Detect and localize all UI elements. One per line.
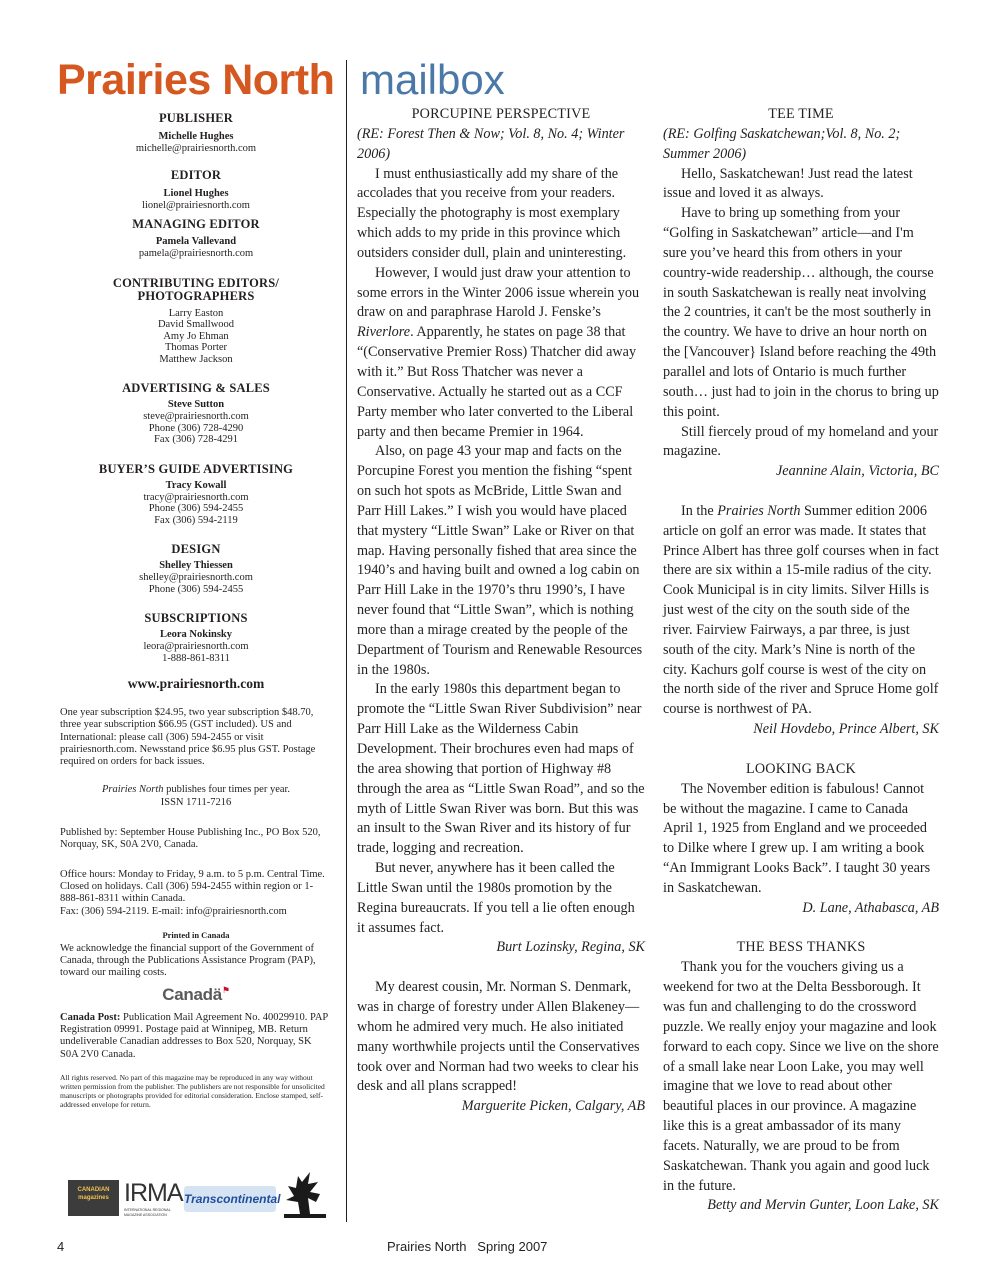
letter-reference: (RE: Golfing Saskatchewan;Vol. 8, No. 2; Summer 2006) [663,125,901,162]
affiliation-logos [68,1168,330,1220]
rights-notice: All rights reserved. No part of this magazine may be reproduced in any way without written permission from the publisher. The publishers are not responsible for unsolicited manuscripts or photographs provided for editorial consideration. Enclose stamped, self-addressed envelope for return. [60,1072,325,1109]
paragraph-text: Summer edition 2006 article on golf an error was made. It states that Prince Albert has three golf courses when in fact there are six within a 15-mile radius of the city. Cook Municipal is in city limits. Silver Hills is just west of the city on the south side of the river. Fairview Fairways, a par three, is just south of the city. Mark’s Nine is north of the city. Kachurs golf course is west of the city on the north side of the river and Spruce Home golf course is northwest of PA. [663,502,939,718]
managing-editor-block [60,218,332,260]
book-title: Riverlore [357,324,411,341]
staff-name: Pamela Vallevand [155,236,237,247]
staff-name: Lionel Hughes [163,187,229,199]
letter-paragraph: In the early 1980s this department began to promote the “Little Swan River Subdivision” near Parr Hill Lake as the Wilderness Cabin Development. Their brochures even had maps of the area showing that portion of Highway #8 through the area as “Little Swan Road”, and so the myth of Little Swan River was born. But this was an insult to the Swan River and its history of fur trade, logging and recreation. [357,681,645,857]
role-heading: PHOTOGRAPHERS [137,288,255,303]
editor-block [60,169,332,212]
frequency-text: publishes four times per year. [163,784,291,796]
role-heading: ADVERTISING & SALES [122,381,270,395]
staff-phone: Phone (306) 728-4290 [148,422,244,434]
letter-paragraph: But never, anywhere has it been called the Little Swan until the 1980s promotion by the Regina bureaucrats. If you tell a lie often enough it assumes fact. [357,860,635,936]
letter-paragraph [663,502,939,720]
spacer [663,740,939,760]
letter-paragraph: The November edition is fabulous! Cannot be without the magazine. I came to Canada April 1, 1925 from England and we proceeded to Dilke where I grew up. I am writing a book “An Immigrant Looks Back”. I taught 30 years in Saskatchewan. [663,780,931,896]
staff-email: leora@prairiesnorth.com [143,641,249,652]
role-heading: EDITOR [170,167,222,182]
footer-publication: Prairies North Spring 2007 [387,1239,548,1254]
advertising-block [60,382,332,446]
office-hours: Office hours: Monday to Friday, 9 a.m. to 5 p.m. Central Time. Closed on holidays. Call (306) 594-2455 within region or 1-888-861-8311 within Canada. [60,868,325,905]
staff-name: Steve Sutton [167,399,225,410]
publisher-block [60,112,332,155]
design-block [60,543,332,595]
letter-signature: D. Lane, Athabasca, AB [802,899,939,916]
staff-name: Michelle Hughes [158,131,234,142]
role-heading: CONTRIBUTING EDITORS/ [112,275,280,290]
staff-email: tracy@prairiesnorth.com [143,491,249,503]
transcontinental-logo: Transcontinental [184,1186,276,1212]
letter-signature: Jeannine Alain, Victoria, BC [776,463,939,480]
spacer [663,482,939,502]
subscriptions-block [60,612,332,664]
letter-signature: Burt Lozinsky, Regina, SK [496,939,645,956]
letter-paragraph: I must enthusiastically add my share of the accolades that you receive from your readers. Especially the photography is most exemplary which adds to my pride in this province which outsiders consider dull, plain and uninteresting. [357,165,627,261]
staff-email: shelley@prairiesnorth.com [139,572,253,583]
spacer [663,919,939,939]
issn: ISSN 1711-7216 [160,796,232,808]
letters-column-middle [357,105,645,1117]
letter-heading: TEE TIME [768,106,834,122]
logo-text: IRMA [124,1179,183,1207]
logo-text: magazines [78,1195,109,1201]
published-by: Published by: September House Publishing Inc., PO Box 520, Norquay, SK, S0A 2V0, Canada. [60,827,321,851]
contributor-name: David Smallwood [157,319,235,330]
letter-signature: Marguerite Picken, Calgary, AB [461,1098,645,1115]
staff-email: pamela@prairiesnorth.com [138,248,254,259]
letter-heading: LOOKING BACK [746,760,856,777]
column-divider [346,60,347,1222]
government-acknowledgement: We acknowledge the financial support of the Government of Canada, through the Publications Assistance Program (PAP), toward our mailing costs. [60,942,316,979]
brand-title: Prairies North [57,56,335,104]
canada-post-label: Canada Post: [60,1011,121,1023]
letter-paragraph: Hello, Saskatchewan! Just read the latest issue and loved it as always. [663,165,913,202]
letters-column-right [663,105,939,1216]
contributor-list [60,308,332,366]
role-heading: DESIGN [171,542,221,556]
buyers-guide-block [60,463,332,527]
role-heading: PUBLISHER [158,111,234,125]
staff-fax: Fax (306) 594-2119 [154,514,238,526]
paragraph-text: In the [681,502,718,519]
page-number: 4 [57,1239,65,1254]
role-heading: MANAGING EDITOR [132,217,260,231]
letter-paragraph: Have to bring up something from your “Golfing in Saskatchewan” article—and I'm sure you’ve heard this from others in your country-wide readership… although, the course in south Saskatchewan is really neat involving the 2 countries, it can't be the most southerly in the country. We have to drive an hour north on the [Vancouver} Island before reaching the 49th parallel and lots of Ontario is much further south… just had to join in the chorus to bring up this point. [663,205,939,420]
letter-paragraph: Still fiercely proud of my homeland and your magazine. [663,423,939,460]
contributor-name: Matthew Jackson [159,353,233,365]
letter-heading: THE BESS THANKS [736,939,866,956]
staff-phone: 1-888-861-8311 [162,652,230,664]
tree-logo-icon [280,1168,330,1220]
paragraph-text: However, I would just draw your attention to some errors in the Winter 2006 issue wherein you draw on and paraphrase Harold J. Fenske’s [357,264,640,321]
letter-signature: Betty and Mervin Gunter, Loon Lake, SK [707,1197,939,1214]
staff-email: lionel@prairiesnorth.com [142,199,250,211]
section-title: mailbox [360,56,505,103]
contributing-block [60,277,332,366]
irma-logo [124,1178,183,1217]
letter-paragraph: Thank you for the vouchers giving us a weekend for two at the Delta Bessborough. It was fun and challenging to do the crossword puzzle. We really enjoy your magazine and look forward to each copy. Since we live on the shore of a small lake near Loon Lake, you may well imagine that we love to read about other beautiful places in our province. A magazine like this is a great ambassador of its many facets. Naturally, we are proud to be from Saskatchewan. Thank you again and good luck in the future. [663,959,939,1194]
staff-name: Tracy Kowall [165,479,227,491]
frequency-note [60,784,332,796]
letter-paragraph: My dearest cousin, Mr. Norman S. Denmark, was in charge of forestry under Allen Blakeney—whom he admired very much. He also initiated many worthwhile projects until the Conservatives took over and Norman had two weeks to clear his desk and all plans scrapped! [357,979,640,1095]
staff-phone: Phone (306) 594-2455 [148,583,244,595]
magazine-name: Prairies North [101,784,164,796]
contributor-name: Larry Easton [168,307,224,319]
letter-paragraph [357,264,645,443]
fax-email: Fax: (306) 594-2119. E-mail: info@prairiesnorth.com [60,905,287,917]
letter-reference: (RE: Forest Then & Now; Vol. 8, No. 4; Winter 2006) [357,125,625,162]
subscription-info: One year subscription $24.95, two year subscription $48.70, three year subscription $66.95 (GST included). US and International: please call (306) 594-2455 or visit prairiesnorth.com. Newsstand price $6.95 plus GST. Postage required on orders for back issues. [60,707,316,768]
canada-wordmark [60,985,332,1005]
paragraph-text: . Apparently, he states on page 38 that “(Conservative Premier Ross) Thatcher did away with it.” But Ross Thatcher was never a Conservative. Actually he started out as a CCF Party member who later converted to the Liberal party and then became Premier in 1964. [357,324,637,440]
staff-phone: Phone (306) 594-2455 [148,503,244,514]
letter-signature: Neil Hovdebo, Prince Albert, SK [753,721,939,738]
logo-text: CANADIAN [77,1187,110,1193]
canada-post-info [60,1012,332,1061]
contributor-name: Thomas Porter [164,342,228,353]
website-link[interactable]: www.prairiesnorth.com [127,676,265,691]
staff-fax: Fax (306) 728-4291 [154,434,238,445]
canada-wordmark-text: Canadä [162,984,222,1004]
letter-paragraph: Also, on page 43 your map and facts on the Porcupine Forest you mention the fishing “spent on such hot spots as McBride, Little Swan and Parr Hill Lakes.” I wish you would have placed that mystery “Little Swan” Lake or River on that map. Having personally fished that area since the 1940’s and having built and owned a log cabin on Parr Hill Lake in the 1970’s thru 1990’s, I have never found that “Little Swan”, which is nothing more than a mirage created by the people of the Department of Tourism and Renewable Resources in the 1980s. [357,443,643,678]
printed-in-canada: Printed in Canada [162,929,230,940]
staff-email: steve@prairiesnorth.com [143,411,249,422]
staff-column [60,112,332,1109]
staff-name: Shelley Thiessen [159,560,233,571]
contributor-name: Amy Jo Ehman [163,330,229,342]
logo-subtext: INTERNATIONAL REGIONAL MAGAZINE ASSOCIATION [124,1208,171,1217]
canadian-magazines-logo [68,1180,119,1216]
staff-email: michelle@prairiesnorth.com [135,143,257,154]
staff-name: Leora Nokinsky [159,629,233,640]
magazine-name: Prairies North [717,502,801,519]
letter-heading: PORCUPINE PERSPECTIVE [411,106,591,122]
role-heading: BUYER’S GUIDE ADVERTISING [98,461,294,476]
canada-post-text: Publication Mail Agreement No. 40029910. PAP Registration 09991. Postage paid at Winnipeg, MB. Return undeliverable Canadian addresses to Box 520, Norquay, SK S0A 2V0 Canada. [60,1011,328,1060]
spacer [357,958,645,978]
role-heading: SUBSCRIPTIONS [144,611,248,625]
canada-flag-icon: ⚑ [221,984,230,995]
